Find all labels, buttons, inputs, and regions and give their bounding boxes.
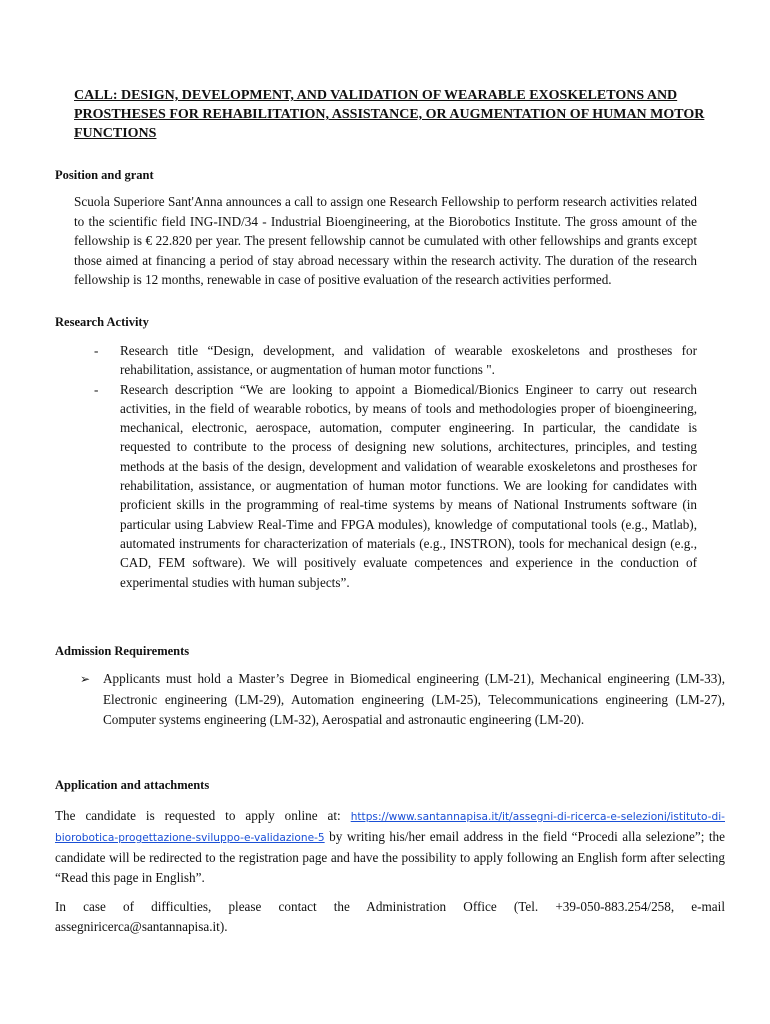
list-dash-marker: - [94,343,99,358]
arrow-bullet-icon: ➢ [80,672,91,686]
position-heading: Position and grant [55,168,154,182]
research-list [90,341,697,592]
research-heading: Research Activity [55,315,149,329]
research-description-text: Research description “We are looking to appoint a Biomedical/Bionics Engineer to carry out research activities, in the field of wearable robotics, by means of tools and methodologies proper of bioengineering, mechanical, electronic, aerospace, automation, computer engineering. In particular, the candidate is requested to contribute to the process of designing new solutions, architectures, principles, and testing methods at the basis of the design, development and validation of wearable exoskeletons and prostheses for rehabilitation, assistance, or augmentation of human motor functions. We are looking for candidates with proficient skills in the programming of real-time systems by means of National Instruments software (in particular using Labview Real-Time and FPGA modules), knowledge of computational tools (e.g., Matlab), automated instruments for characterization of materials (e.g., INSTRON), tools for mechanical design (e.g., CAD, FEM software). We will positively evaluate competences and experience in the conduction of experimental studies with human subjects”. [120,381,697,590]
contact-paragraph: In case of difficulties, please contact the Administration Office (Tel. +39-050-883.254/258, e-mail assegniricerca@santannapisa.it). [55,899,725,934]
document-title: CALL: DESIGN, DEVELOPMENT, AND VALIDATION OF WEARABLE EXOSKELETONS AND PROSTHESES FOR REHABILITATION, ASSISTANCE, OR AUGMENTATION OF HUMAN MOTOR FUNCTIONS [74,88,705,141]
application-text-after: by writing his/her email address in the field “Procedi alla selezione”; the candidate will be redirected to the registration page and have the possibility to apply following an English form after selecting “Read this page in English”. [55,829,725,885]
application-paragraph [55,806,725,888]
research-title-item [90,341,697,380]
application-heading: Application and attachments [55,778,210,792]
application-link[interactable]: https://www.santannapisa.it/it/assegni-di-ricerca-e-selezioni/istituto-di-biorobotica-progettazione-sviluppo-e-validazione-5 [55,811,725,844]
admission-item [78,669,725,731]
list-dash-marker: - [94,381,99,397]
admission-list [78,669,725,731]
application-text-before: The candidate is requested to apply online at: [55,808,351,823]
admission-text: Applicants must hold a Master’s Degree in Biomedical engineering (LM-21), Mechanical engineering (LM-33), Electronic engineering (LM-29), Automation engineering (LM-25), Telecommunications engineering (LM-27), Computer systems engineering (LM-32), Aerospatial and astronautic engineering (LM-20). [103,671,725,727]
position-paragraph: Scuola Superiore Sant'Anna announces a call to assign one Research Fellowship to perform research activities related to the scientific field ING-IND/34 - Industrial Bioengineering, at the Biorobotics Institute. The gross amount of the fellowship is € 22.820 per year. The present fellowship cannot be cumulated with other fellowships and grants except those aimed at financing a period of stay abroad necessary within the research activity. The duration of the research fellowship is 12 months, renewable in case of positive evaluation of the research activities performed. [74,194,697,287]
research-title-text: Research title “Design, development, and validation of wearable exoskeletons and prostheses for rehabilitation, assistance, or augmentation of human motor functions ". [120,343,697,378]
admission-heading: Admission Requirements [55,644,190,658]
research-description-item [90,380,697,592]
